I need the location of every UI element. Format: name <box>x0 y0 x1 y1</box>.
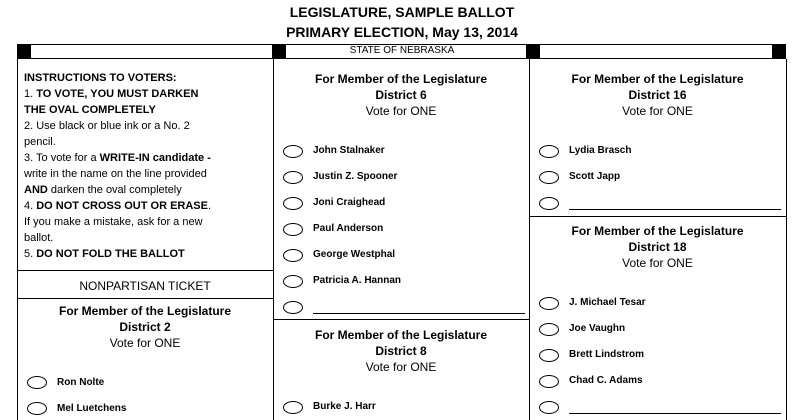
vote-oval[interactable] <box>539 349 559 362</box>
candidate-name: Paul Anderson <box>313 223 384 234</box>
race-district-8 <box>273 327 529 375</box>
divider-instructions <box>17 270 273 271</box>
instructions-heading: INSTRUCTIONS TO VOTERS: <box>24 72 177 84</box>
candidate-name: Ron Nolte <box>57 377 105 388</box>
write-in-oval[interactable] <box>539 401 559 414</box>
instruction-1-cont: THE OVAL COMPLETELY <box>24 104 156 116</box>
instruction-2: 2. Use black or blue ink or a No. 2 <box>24 120 190 132</box>
instruction-4-num: 4. <box>24 200 37 212</box>
race-district-2 <box>17 303 273 351</box>
race-title: For Member of the Legislature <box>571 224 744 238</box>
candidate-name: John Stalnaker <box>313 145 385 156</box>
race-vote-for: Vote for ONE <box>622 104 693 118</box>
race-vote-for: Vote for ONE <box>622 256 693 270</box>
write-in-oval[interactable] <box>283 301 303 314</box>
instruction-4-text: DO NOT CROSS OUT OR ERASE <box>36 200 208 212</box>
divider-nonpartisan <box>17 298 273 299</box>
vote-oval[interactable] <box>539 375 559 388</box>
write-in-line[interactable] <box>313 313 525 314</box>
voter-instructions <box>24 70 274 262</box>
candidate-name: Mel Luetchens <box>57 403 127 414</box>
write-in-line[interactable] <box>569 209 781 210</box>
vote-oval[interactable] <box>539 323 559 336</box>
divider-d6-d8 <box>273 319 529 320</box>
instruction-3-and: AND <box>24 184 48 196</box>
vote-oval[interactable] <box>283 249 303 262</box>
election-title: PRIMARY ELECTION, May 13, 2014 <box>286 24 518 40</box>
instruction-4-cont2: ballot. <box>24 232 54 244</box>
vote-oval[interactable] <box>283 171 303 184</box>
vote-oval[interactable] <box>539 145 559 158</box>
instruction-1-text: TO VOTE, YOU MUST DARKEN <box>36 88 199 100</box>
vote-oval[interactable] <box>27 402 47 415</box>
race-vote-for: Vote for ONE <box>365 360 437 374</box>
instruction-5-text: DO NOT FOLD THE BALLOT <box>36 248 185 260</box>
candidate-name: Chad C. Adams <box>569 375 643 386</box>
instruction-5 <box>24 246 274 262</box>
vote-oval[interactable] <box>283 145 303 158</box>
instruction-4-period: . <box>207 200 212 212</box>
race-district: District 2 <box>119 320 171 334</box>
instruction-4 <box>24 198 274 214</box>
race-vote-for: Vote for ONE <box>109 336 181 350</box>
candidate-name: Scott Japp <box>569 171 621 182</box>
instruction-3-cont: write in the name on the line provided <box>24 168 207 180</box>
divider-d16-d18 <box>529 216 786 217</box>
candidate-name: Joe Vaughn <box>569 323 626 334</box>
race-vote-for: Vote for ONE <box>365 104 437 118</box>
instruction-1-num: 1. <box>24 88 37 100</box>
instruction-3 <box>24 150 274 166</box>
vote-oval[interactable] <box>539 171 559 184</box>
write-in-line[interactable] <box>569 413 781 414</box>
border-left <box>17 59 18 420</box>
instruction-2-cont: pencil. <box>24 136 56 148</box>
state-label: STATE OF NEBRASKA <box>349 45 455 56</box>
candidate-name: Lydia Brasch <box>569 145 632 156</box>
race-title: For Member of the Legislature <box>58 304 232 318</box>
race-title: For Member of the Legislature <box>314 72 488 86</box>
race-district: District 18 <box>628 240 687 254</box>
vote-oval[interactable] <box>283 275 303 288</box>
candidate-name: Brett Lindstrom <box>569 349 644 360</box>
instruction-1 <box>24 86 274 102</box>
instruction-3-cont2 <box>24 182 274 198</box>
race-title: For Member of the Legislature <box>314 328 488 342</box>
instruction-3-text: 3. To vote for a <box>24 152 100 164</box>
vote-oval[interactable] <box>283 401 303 414</box>
race-district: District 8 <box>375 344 427 358</box>
candidate-name: Justin Z. Spooner <box>313 171 398 182</box>
write-in-oval[interactable] <box>539 197 559 210</box>
instruction-4-cont: If you make a mistake, ask for a new <box>24 216 203 228</box>
candidate-name: Joni Craighead <box>313 197 386 208</box>
vote-oval[interactable] <box>27 376 47 389</box>
instruction-3-writein: WRITE-IN <box>99 152 150 164</box>
race-district: District 6 <box>375 88 427 102</box>
instruction-3-darken: darken the oval completely <box>47 184 182 196</box>
candidate-name: Burke J. Harr <box>313 401 376 412</box>
candidate-name: George Westphal <box>313 249 396 260</box>
vote-oval[interactable] <box>539 297 559 310</box>
race-title: For Member of the Legislature <box>571 72 744 86</box>
race-district-18 <box>529 223 786 271</box>
candidate-name: Patricia A. Hannan <box>313 275 401 286</box>
border-right <box>786 59 787 420</box>
race-district-6 <box>273 71 529 119</box>
vote-oval[interactable] <box>283 197 303 210</box>
instruction-5-num: 5. <box>24 248 37 260</box>
nonpartisan-ticket-label: NONPARTISAN TICKET <box>79 279 211 293</box>
ballot-title: LEGISLATURE, SAMPLE BALLOT <box>289 4 515 20</box>
candidate-name: J. Michael Tesar <box>569 297 646 308</box>
race-district: District 16 <box>628 88 687 102</box>
instruction-3-dash: candidate - <box>149 152 211 164</box>
race-district-16 <box>529 71 786 119</box>
vote-oval[interactable] <box>283 223 303 236</box>
